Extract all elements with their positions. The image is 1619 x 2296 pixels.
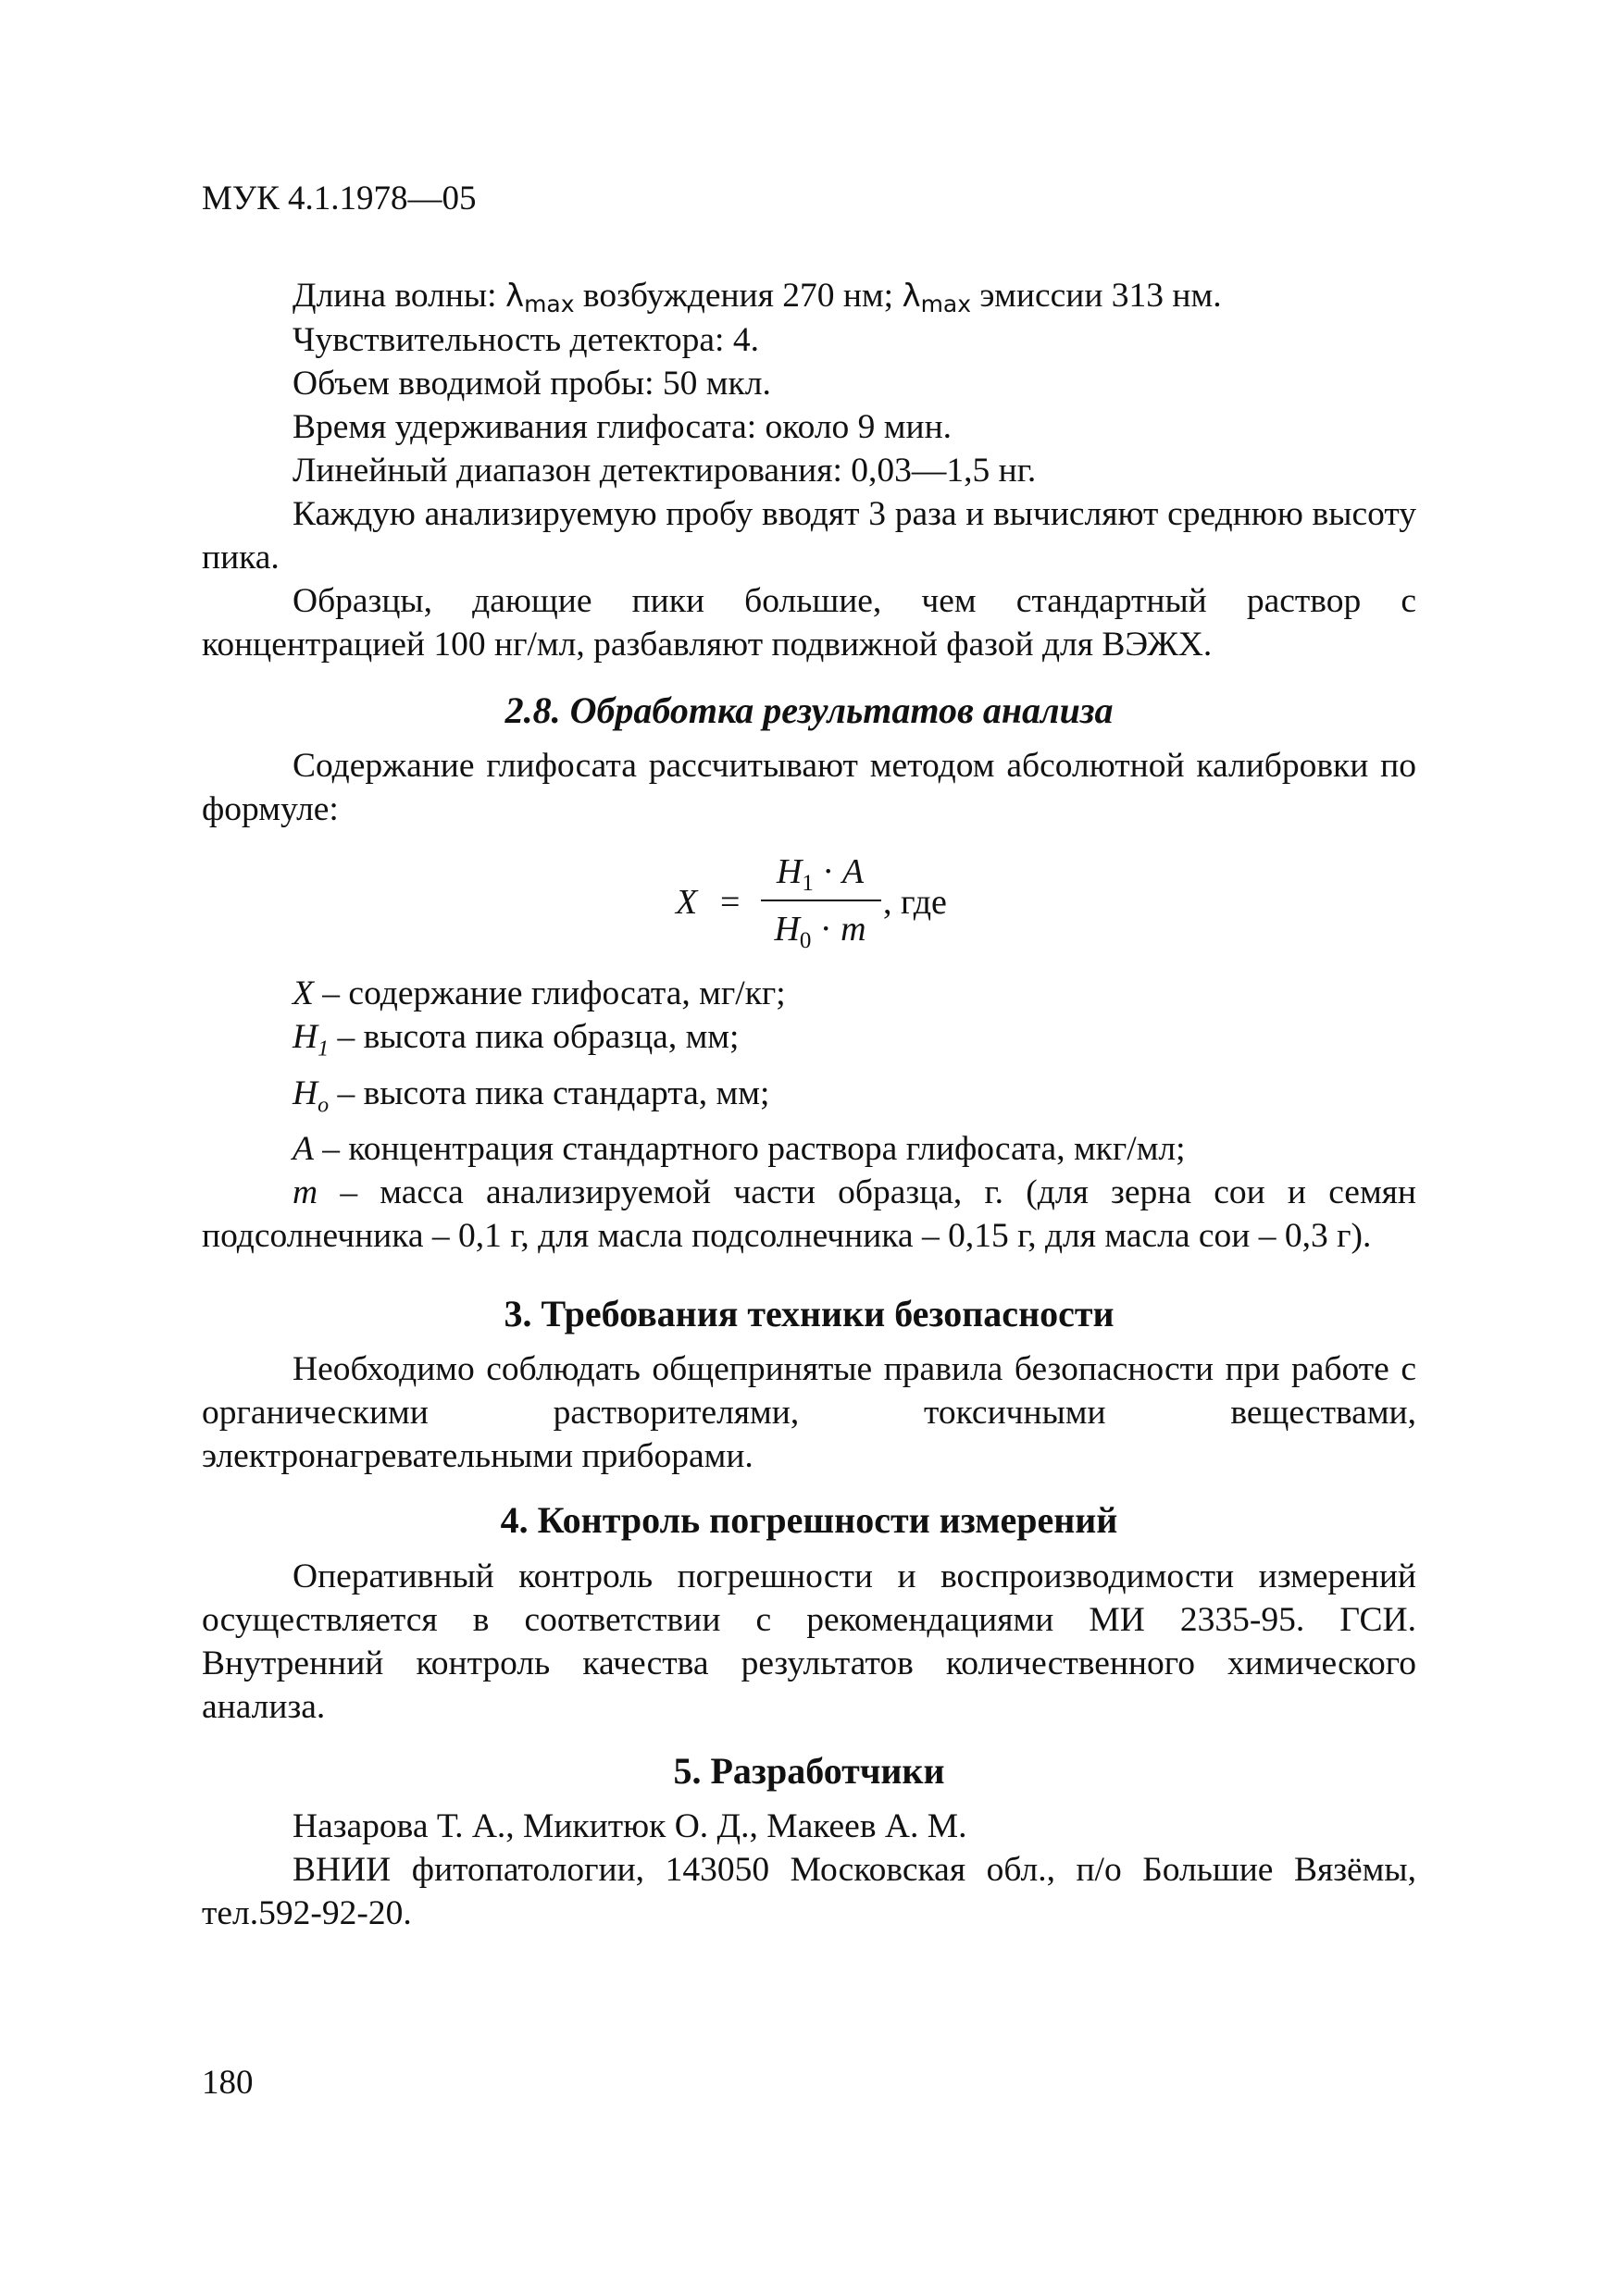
page-number: 180 — [202, 2064, 254, 2102]
section-heading-4: 4. Контроль погрешности измерений — [500, 1499, 1118, 1541]
calculation-formula — [676, 851, 1194, 953]
authors-line: Назарова Т. А., Микитюк О. Д., Макеев А. М. — [293, 1807, 967, 1845]
section-heading-5: 5. Разработчики — [673, 1750, 945, 1792]
linear-range-line: Линейный диапазон детектирования: 0,03—1,5 нг. — [293, 452, 1037, 490]
section-heading-2-8: 2.8. Обработка результатов анализа — [504, 689, 1114, 731]
definition-x: X – содержание глифосата, мг/кг; — [293, 974, 786, 1012]
definition-ho: $H_o$ – высота пика стандарта, мм; — [293, 1074, 770, 1117]
detector-sensitivity-line: Чувствительность детектора: 4. — [293, 321, 759, 359]
injection-volume-line: Объем вводимой пробы: 50 мкл. — [293, 365, 771, 403]
definition-m: m – масса анализируемой части образца, г. (для зерна сои и семян подсолнечника – 0,1 г, для масла подсолнечника – 0,15 г, для масла сои – 0,3 г). — [202, 1173, 1416, 1255]
section-2-8-intro — [202, 744, 1416, 831]
triplicate-paragraph: Каждую анализируемую пробу вводят 3 раза и вычисляют среднюю высоту пика. — [202, 495, 1416, 577]
formula-numerator: $H_1 \cdot A$ — [776, 852, 865, 896]
formula-where: , где — [883, 883, 947, 922]
conditions-block — [202, 274, 1416, 666]
error-control-paragraph: Оперативный контроль погрешности и воспроизводимости измерений осуществляется в соответствии с рекомендациями МИ 2335-95. ГСИ. Внутренний контроль качества результатов количественного химического анализа. — [202, 1558, 1416, 1726]
organization-paragraph: ВНИИ фитопатологии, 143050 Московская обл., п/о Большие Вязёмы, тел.592-92-20. — [202, 1851, 1416, 1932]
safety-paragraph: Необходимо соблюдать общепринятые правила безопасности при работе с органическими растворителями, токсичными веществами, электронагревательными приборами. — [202, 1350, 1416, 1475]
section-4-body — [202, 1555, 1416, 1729]
formula-lhs: X — [676, 883, 698, 922]
definition-h1: $H_1$ – высота пика образца, мм; — [293, 1018, 740, 1061]
lambda-symbol: $\lambda_{max}$ — [504, 278, 575, 317]
section-3-body — [202, 1347, 1416, 1478]
retention-time-line: Время удерживания глифосата: около 9 мин. — [293, 408, 953, 446]
running-head: МУК 4.1.1978—05 — [202, 180, 477, 217]
lambda-symbol: $\lambda_{max}$ — [902, 278, 972, 317]
definition-a: A – концентрация стандартного раствора глифосата, мкг/мл; — [293, 1130, 1186, 1168]
calibration-intro: Содержание глифосата рассчитывают методом абсолютной калибровки по формуле: — [202, 747, 1416, 828]
fraction-bar — [761, 900, 881, 901]
section-heading-3: 3. Требования техники безопасности — [504, 1293, 1115, 1334]
formula-equals: = — [720, 883, 741, 922]
dilution-paragraph: Образцы, дающие пики большие, чем стандартный раствор с концентрацией 100 нг/мл, разбавляют подвижной фазой для ВЭЖХ. — [202, 582, 1416, 664]
formula-denominator: $H_0 \cdot m$ — [774, 910, 866, 953]
variable-definitions — [202, 972, 1416, 1258]
section-5-body — [202, 1805, 1416, 1935]
wavelength-line: Длина волны: $\lambda_{max}$ возбуждения 270 нм; $\lambda_{max}$ эмиссии 313 нм. — [293, 277, 1222, 317]
